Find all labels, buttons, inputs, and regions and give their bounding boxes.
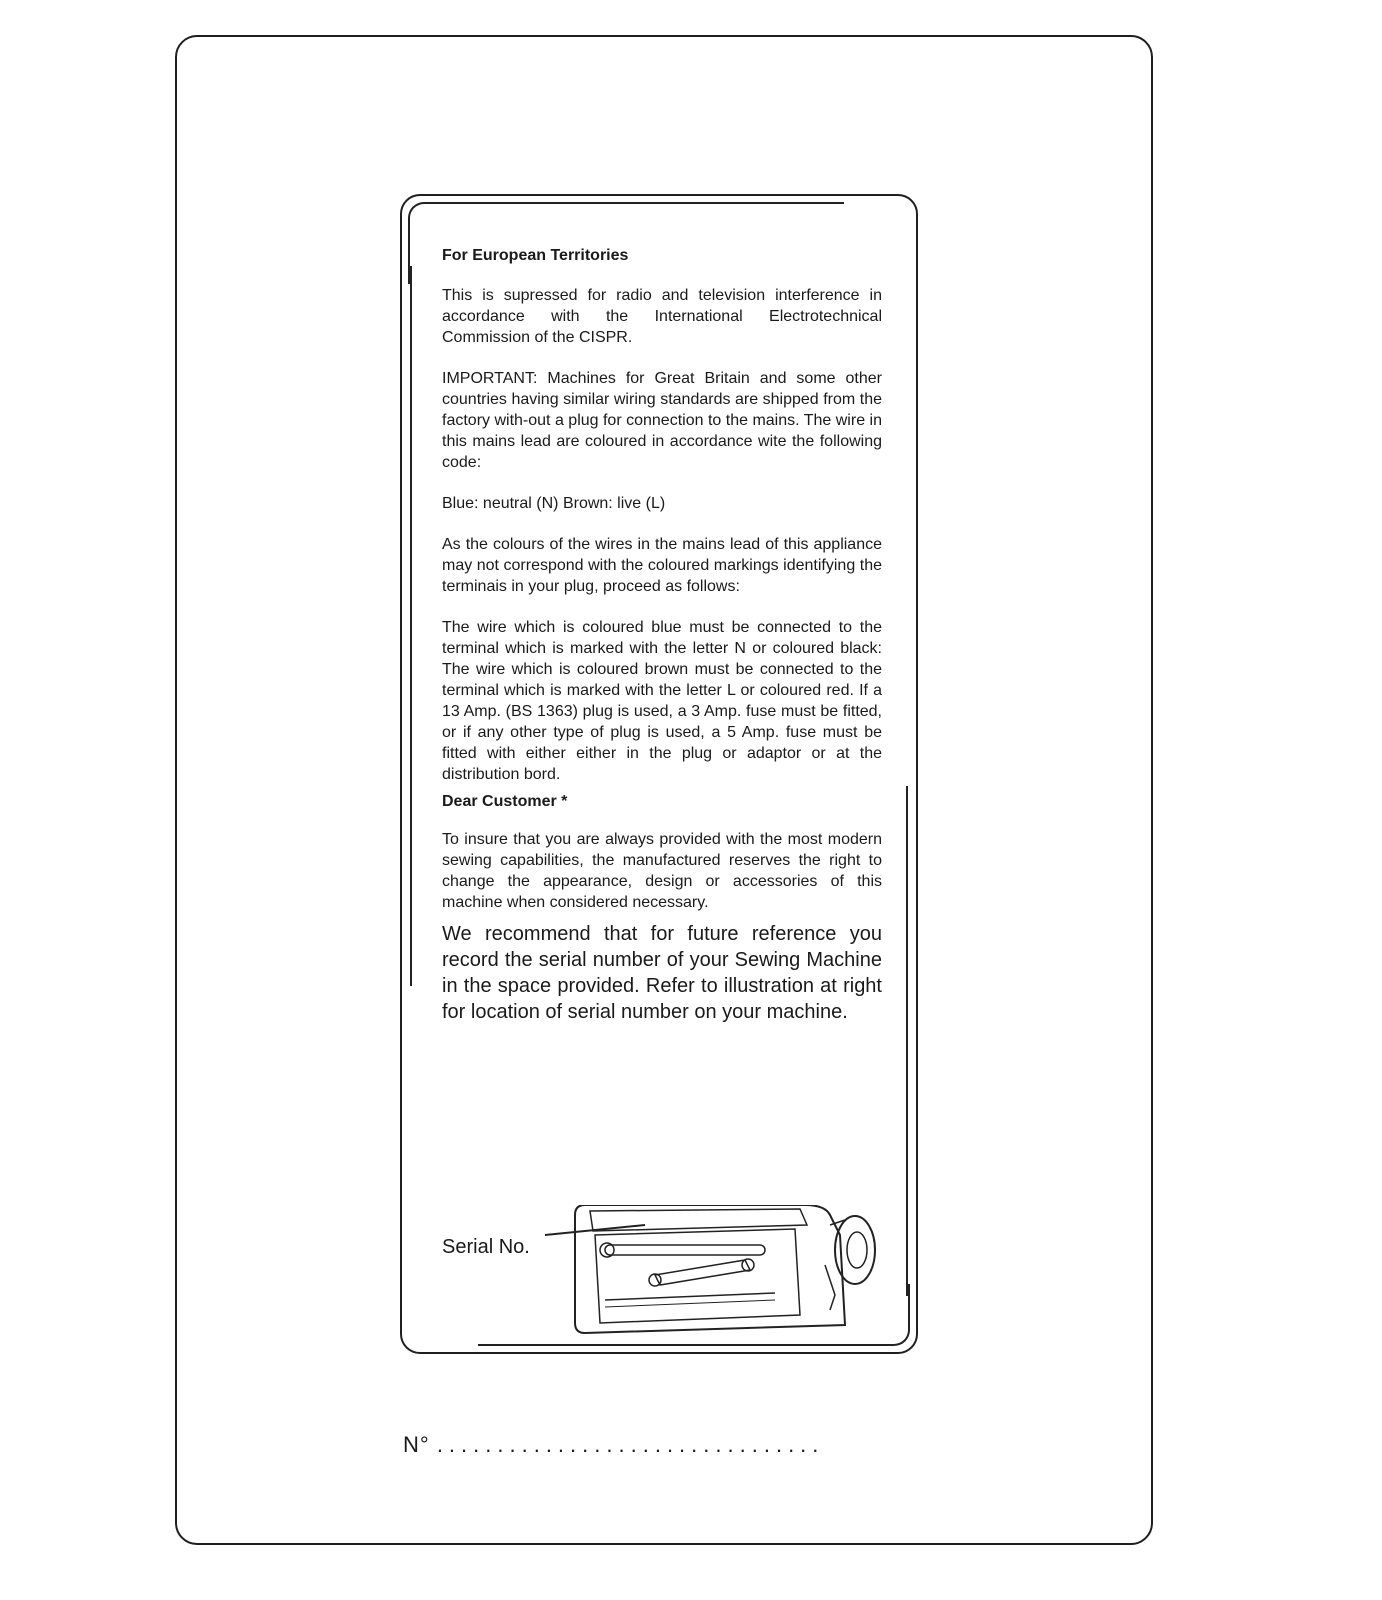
para-customer: To insure that you are always provided with the most modern sewing capabilities, the manufactured reserves the right to change the appearance, design or accessories of this machine when considered necessary. — [442, 831, 882, 911]
heading-dear-customer: Dear Customer * — [442, 793, 568, 810]
panel-left-rule — [410, 266, 412, 986]
serial-number-blank: ................................ — [436, 1432, 825, 1457]
machine-body-outline — [575, 1205, 845, 1333]
panel-right-rule — [906, 786, 908, 1296]
para-wiring: The wire which is coloured blue must be connected to the terminal which is marked with the letter N or coloured black: The wire which is coloured brown must be connected to the terminal which is marked with the letter L or coloured red. If a 13 Amp. (BS 1363) plug is used, a 3 Amp. fuse must be fitted, or if any other type of plug is used, a 5 Amp. fuse must be fitted with either either in the plug or adaptor or at the distribution bord. — [442, 619, 882, 783]
bottom-rail — [605, 1293, 775, 1300]
hand-wheel-hub — [847, 1232, 867, 1268]
serial-number-label: Serial No. — [442, 1236, 530, 1258]
para-suppression: This is supressed for radio and television interference in accordance with the International Electrotechnical Commission of the CISPR. — [442, 287, 882, 346]
para-colours: As the colours of the wires in the mains lead of this appliance may not correspond with the coloured markings identifying the terminais in your plug, proceed as follows: — [442, 536, 882, 595]
bottom-rail-2 — [605, 1300, 775, 1307]
para-recommend: We recommend that for future reference you record the serial number of your Sewing Machine in the space provided. Refer to illustration at right for location of serial number on your machine. — [442, 923, 882, 1023]
para-important: IMPORTANT: Machines for Great Britain and some other countries having similar wiring standards are shipped from the factory with-out a plug for connection to the mains. The wire in this mains lead are coloured in accordance wite the following code: — [442, 370, 882, 471]
notice-content — [442, 247, 882, 1025]
heading-european-territories: For European Territories — [442, 247, 629, 264]
number-prefix: N° — [403, 1432, 430, 1457]
sewing-machine-underside-illustration — [545, 1205, 890, 1345]
connecting-rod — [655, 1260, 750, 1285]
support-leg — [825, 1265, 835, 1310]
serial-number-entry — [403, 1432, 824, 1458]
para-colour-code: Blue: neutral (N) Brown: live (L) — [442, 495, 666, 512]
main-shaft — [605, 1245, 765, 1255]
machine-base-frame — [595, 1229, 800, 1323]
